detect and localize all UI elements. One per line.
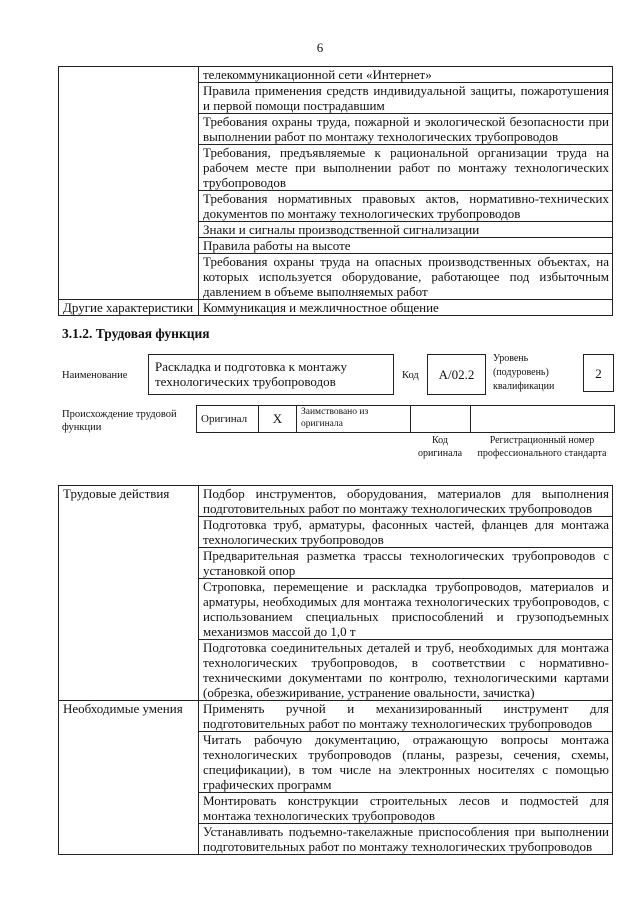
knowledge-item: Требования нормативных правовых актов, нормативно-технических документов по монтажу технологических трубопроводов — [199, 191, 613, 222]
knowledge-item: Требования, предъявляемые к рациональной организации труда на рабочем месте при выполнении работ по монтажу технологических трубопроводов — [199, 145, 613, 191]
knowledge-item: Правила работы на высоте — [199, 238, 613, 254]
original-code-caption: Код оригинала — [417, 435, 463, 459]
knowledge-item: Требования охраны труда на опасных производственных объектах, на которых используется оборудование, работающее под избыточным давлением в объеме выполняемых работ — [199, 254, 613, 300]
knowledge-item: телекоммуникационной сети «Интернет» — [199, 67, 613, 83]
other-characteristics-value: Коммуникация и межличностное общение — [199, 300, 613, 316]
function-details-table — [58, 485, 613, 855]
qualification-level-label: Уровень (подуровень) квалификации — [493, 353, 555, 392]
registration-number-cell — [471, 406, 615, 433]
origin-table — [196, 405, 615, 433]
section-heading: 3.1.2. Трудовая функция — [62, 326, 210, 341]
labor-action-item: Предварительная разметка трассы технологических трубопроводов с установкой опор — [199, 548, 613, 579]
table-row — [59, 300, 613, 316]
function-code: А/02.2 — [438, 367, 475, 382]
knowledge-item: Требования охраны труда, пожарной и экологической безопасности при выполнении работ по монтажу технологических трубопроводов — [199, 114, 613, 145]
labor-actions-label: Трудовые действия — [59, 486, 199, 701]
continuation-table — [58, 66, 613, 316]
qualification-level: 2 — [595, 365, 602, 381]
qualification-level-box — [583, 354, 614, 392]
original-mark: X — [259, 406, 297, 433]
empty-label-cell — [59, 67, 199, 300]
skill-item: Читать рабочую документацию, отражающую вопросы монтажа технологических трубопроводов (планы, разрезы, сечения, схемы, спецификации), в том числе на электронных носителях с помощью графических программ — [199, 732, 613, 793]
knowledge-item: Правила применения средств индивидуальной защиты, пожаротушения и первой помощи пострадавшим — [199, 83, 613, 114]
labor-action-item: Подбор инструментов, оборудования, материалов для выполнения подготовительных работ по монтажу технологических трубопроводов — [199, 486, 613, 517]
skill-item: Монтировать конструкции строительных лесов и подмостей для монтажа технологических трубопроводов — [199, 793, 613, 824]
function-name-box: Раскладка и подготовка к монтажу технологических трубопроводов — [148, 354, 394, 395]
name-label: Наименование — [62, 370, 128, 381]
skill-item: Устанавливать подъемно-такелажные приспособления при выполнении подготовительных работ по монтажу технологических трубопроводов — [199, 824, 613, 855]
knowledge-item: Знаки и сигналы производственной сигнализации — [199, 222, 613, 238]
labor-action-item: Подготовка соединительных деталей и труб, необходимых для монтажа технологических трубопроводов, в соответствии с нормативно-техническими документами по контролю, технологическими картами (обрезка, обезжиривание, устранение овальности, зачистка) — [199, 640, 613, 701]
skill-item: Применять ручной и механизированный инструмент для подготовительных работ по монтажу технологических трубопроводов — [199, 701, 613, 732]
borrowed-label: Заимствовано из оригинала — [297, 406, 411, 433]
original-code-cell — [411, 406, 471, 433]
table-row — [59, 701, 613, 732]
skills-label: Необходимые умения — [59, 701, 199, 855]
page-number: 6 — [316, 40, 324, 55]
origin-label: Происхождение трудовой функции — [62, 409, 177, 433]
original-label: Оригинал — [197, 406, 259, 433]
other-characteristics-label: Другие характеристики — [59, 300, 199, 316]
table-row — [197, 406, 615, 433]
registration-number-caption: Регистрационный номер профессионального стандарта — [477, 435, 607, 459]
code-label: Код — [402, 370, 419, 381]
table-row — [59, 486, 613, 517]
table-row — [59, 67, 613, 83]
function-code-box — [427, 354, 486, 395]
labor-action-item: Строповка, перемещение и раскладка трубопроводов, материалов и арматуры, необходимых для монтажа технологических трубопроводов, с использованием специальных приспособлений и грузоподъемных механизмов массой до 1,0 т — [199, 579, 613, 640]
labor-action-item: Подготовка труб, арматуры, фасонных частей, фланцев для монтажа технологических трубопроводов — [199, 517, 613, 548]
